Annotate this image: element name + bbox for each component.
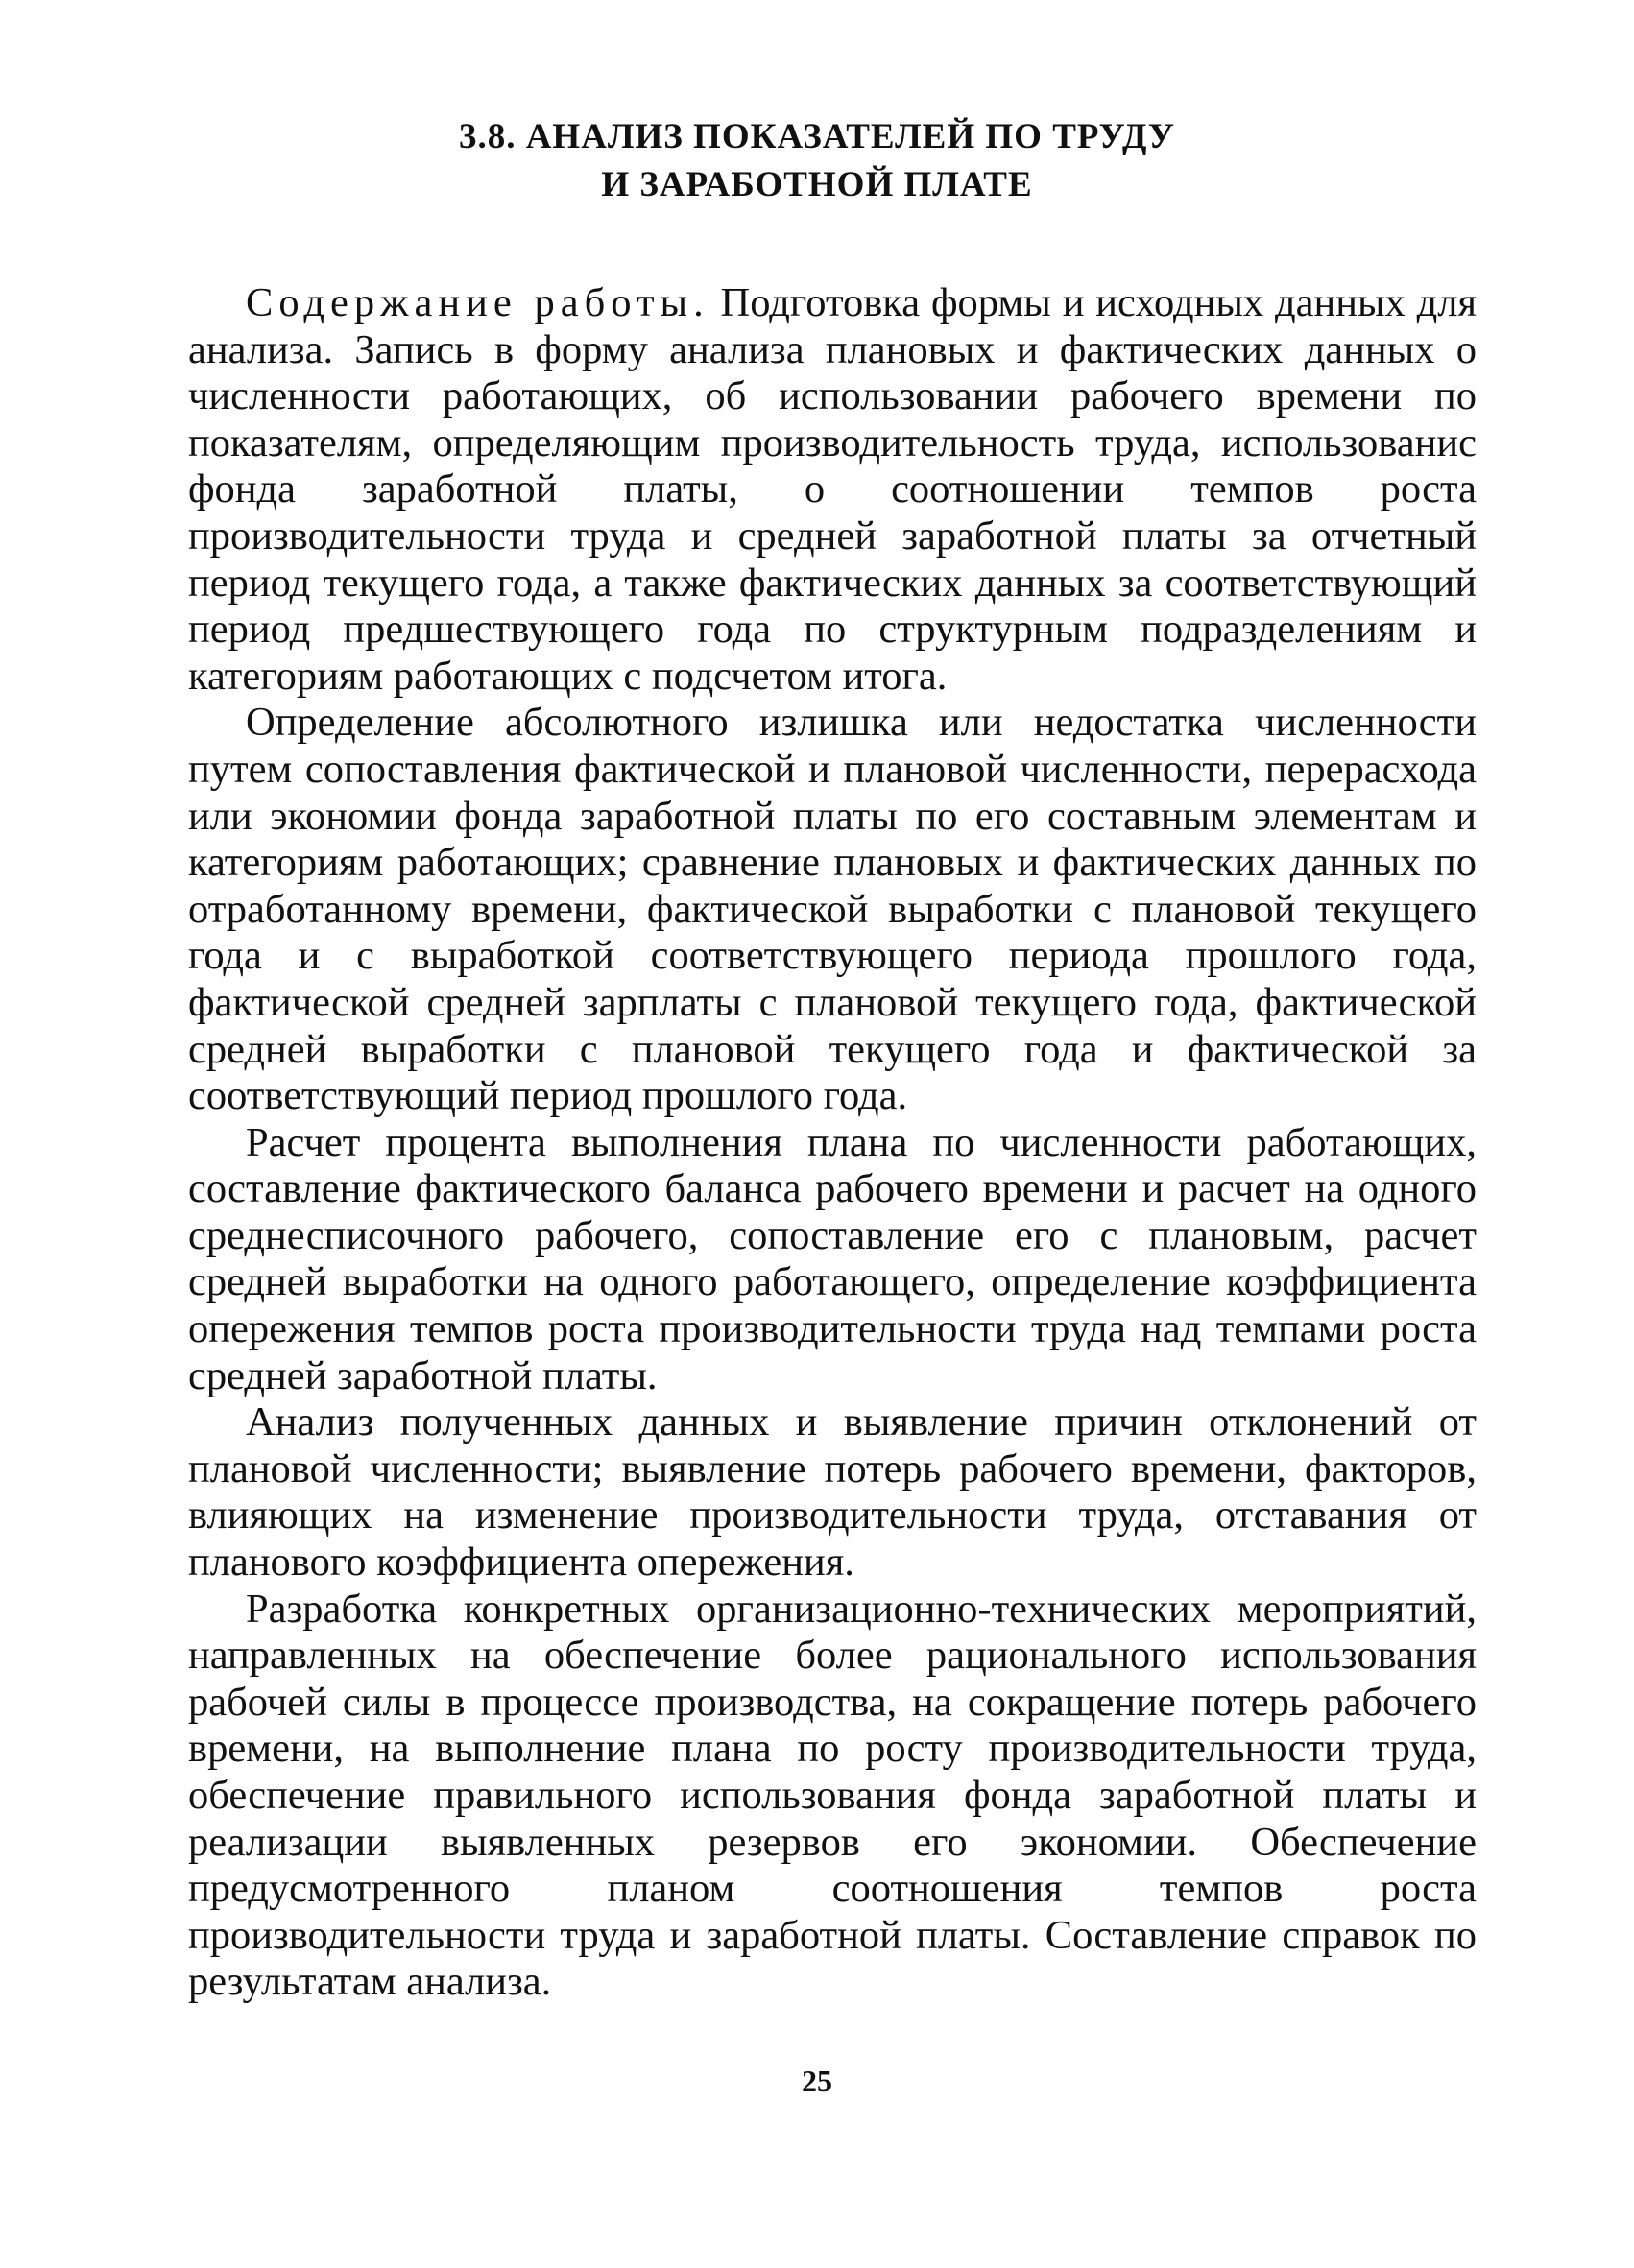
paragraph-determination: Определение абсолютного излишка или недостатка численности путем сопоставления фактической и плановой численности, перерасхода или экономии фонда заработной платы по его составным элементам и категориям работающих; сравнение плановых и фактических данных по отработанному времени, фактической выработки с плановой текущего года и с выработкой соответствующего периода прошлого года, фактической средней зарплаты с плановой текущего года, фактической средней выработки с плановой текущего года и фактической за соответствующий период прошлого года. (188, 700, 1477, 1119)
paragraph-lead-term: Содержание работы. (246, 280, 709, 325)
body-text (188, 280, 1477, 2006)
section-heading-line-2: И ЗАРАБОТНОЙ ПЛАТЕ (601, 165, 1033, 204)
paragraph-calculation: Расчет процента выполнения плана по численности работающих, составление фактического баланса рабочего времени и расчет на одного среднесписочного рабочего, сопоставление его с плановым, расчет средней выработки на одного работающего, определение коэффициента опережения темпов роста производительности труда над темпами роста средней заработной платы. (188, 1119, 1477, 1398)
section-heading-line-1: 3.8. АНАЛИЗ ПОКАЗАТЕЛЕЙ ПО ТРУДУ (458, 117, 1176, 156)
paragraph-text: Подготовка формы и исходных данных для анализа. Запись в форму анализа плановых и фактических данных о численности работающих, об использовании рабочего времени по показателям, определяющим производительность труда, использованис фонда заработной платы, о соотношении темпов роста производительности труда и средней заработной платы за отчетный период текущего года, а также фактических данных за соответствующий период предшествующего года по структурным подразделениям и категориям работающих с подсчетом итога. (188, 280, 1477, 699)
paragraph-development: Разработка конкретных организационно-технических мероприятий, направленных на обеспечение более рационального использования рабочей силы в процессе производства, на сокращение потерь рабочего времени, на выполнение плана по росту производительности труда, обеспечение правильного использования фонда заработной платы и реализации выявленных резервов его экономии. Обеспечение предусмотренного планом соотношения темпов роста производительности труда и заработной платы. Составление справок по результатам анализа. (188, 1586, 1477, 2005)
page-number: 25 (802, 2064, 832, 2098)
paragraph-content-of-work (188, 280, 1477, 700)
section-heading (288, 113, 1346, 209)
paragraph-analysis: Анализ полученных данных и выявление причин отклонений от плановой численности; выявление потерь рабочего времени, факторов, влияющих на изменение производительности труда, отставания от планового коэффициента опережения. (188, 1399, 1477, 1586)
